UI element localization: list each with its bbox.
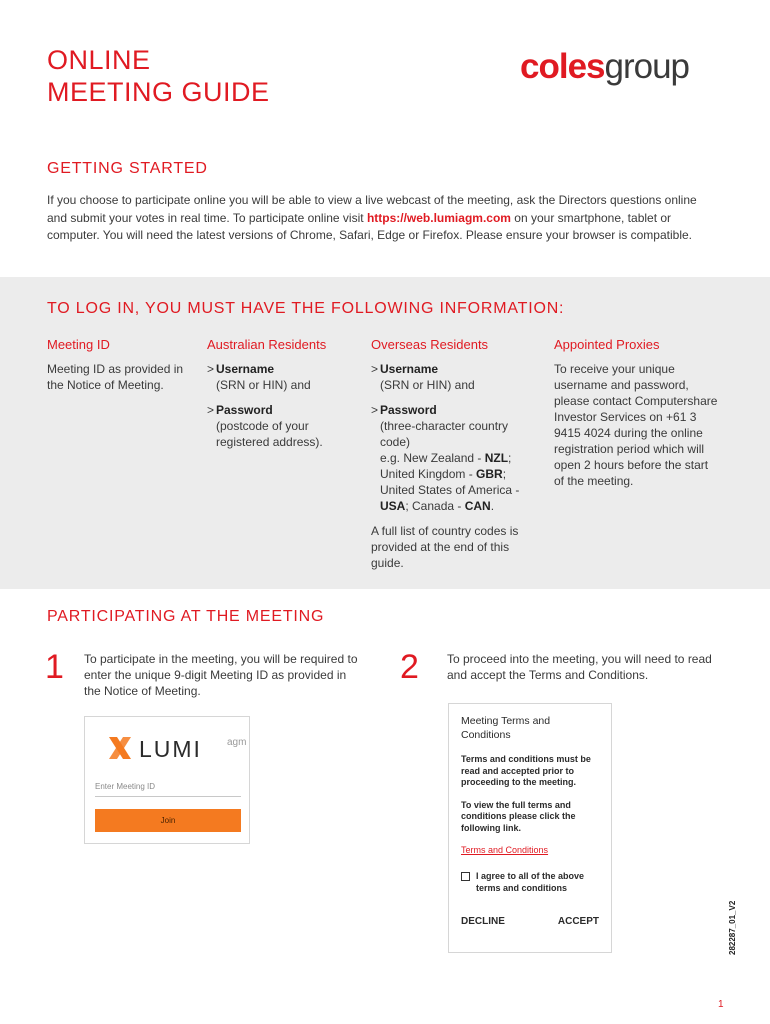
step-1-number: 1 [45,648,64,686]
document-code: 282287_01_V2 [728,900,737,955]
country-example: . [490,499,495,513]
terms-link[interactable]: Terms and Conditions [461,845,549,855]
lumi-logo [107,735,247,762]
getting-started-heading: GETTING STARTED [47,160,208,177]
password-text: (postcode of your registered address). [216,419,323,449]
australian-residents-column [207,337,357,459]
password-label: Password [216,403,273,417]
terms-card [448,703,612,953]
title-line-2: MEETING GUIDE [47,77,270,107]
agree-checkbox-label: I agree to all of the above terms and conditions [476,871,585,893]
meeting-id-input[interactable]: Enter Meeting ID [95,779,241,797]
meeting-id-text: Meeting ID as provided in the Notice of Meeting. [47,362,184,392]
chevron-right-icon: > [371,362,379,376]
country-example: ; Canada - [405,499,465,513]
chevron-right-icon: > [371,403,379,417]
intro-text-1: If you choose to participate online you will be able to view a live webcast of the meeting, ask the Directors questions online and submit your votes in real time. To participate online visit [47,193,697,225]
appointed-proxies-text: To receive your unique username and password, please contact Computershare Investor Services on +61 3 9415 4024 during the online registration period which will open 2 hours before the start of the meeting. [554,362,718,488]
code-can: CAN [464,499,491,513]
overseas-residents-heading: Overseas Residents [371,337,489,352]
code-nzl: NZL [484,451,509,465]
country-example: ; United Kingdom - [380,451,512,481]
logo-bold-text: coles [520,47,605,86]
meeting-id-column [47,337,197,393]
terms-actions [461,916,599,930]
username-text: (SRN or HIN) and [380,378,475,392]
terms-notice: Terms and conditions must be read and accepted prior to proceeding to the meeting. [461,754,591,787]
overseas-residents-column [371,337,531,571]
country-codes-footnote: A full list of country codes is provided at the end of this guide. [371,524,519,570]
code-gbr: GBR [476,467,503,481]
overseas-username-item [371,361,531,393]
lumi-x-icon [107,735,133,761]
australian-residents-heading: Australian Residents [207,337,327,352]
getting-started-text [47,192,712,245]
lumi-wordmark: LUMI [139,736,202,762]
appointed-proxies-column [554,337,719,489]
coles-group-logo [520,47,689,87]
password-text [380,418,531,514]
step-2-number: 2 [400,648,419,686]
username-label: Username [380,362,439,376]
lumi-agm-suffix: agm [227,737,247,748]
username-text: (SRN or HIN) and [216,378,311,392]
appointed-proxies-heading: Appointed Proxies [554,337,660,352]
join-button[interactable]: Join [95,809,241,832]
lumi-url-link[interactable]: https://web.lumiagm.com [366,210,511,225]
terms-instruction: To view the full terms and conditions please click the following link. [461,799,576,833]
step-1-text: To participate in the meeting, you will be required to enter the unique 9-digit Meeting ID as provided in the Notice of Meeting. [84,652,358,698]
terms-card-title: Meeting Terms and Conditions [461,715,551,741]
logo-light-text: group [604,47,690,86]
chevron-right-icon: > [207,362,215,376]
password-desc: (three-character country code) [380,419,509,449]
code-usa: USA [380,499,406,513]
agree-checkbox[interactable] [461,872,470,881]
lumi-login-card [84,716,250,844]
login-info-heading: TO LOG IN, YOU MUST HAVE THE FOLLOWING INFORMATION: [47,300,565,317]
page-title [47,44,270,108]
password-label: Password [380,403,437,417]
overseas-password-item [371,402,531,514]
accept-button[interactable]: ACCEPT [557,916,599,927]
title-line-1: ONLINE [47,45,151,75]
page-number: 1 [718,999,724,1010]
decline-button[interactable]: DECLINE [461,916,505,927]
step-2-text: To proceed into the meeting, you will need to read and accept the Terms and Conditions. [447,652,712,682]
intro-text-2: on your smartphone, tablet or computer. You will need the latest versions of Chrome, Safari, Edge or Firefox. Please ensure your browser is compatible. [47,210,692,242]
username-label: Username [216,362,275,376]
chevron-right-icon: > [207,403,215,417]
country-example: ; United States of America - [380,467,520,497]
agree-checkbox-row[interactable] [461,871,599,894]
australian-username-item [207,361,357,393]
meeting-id-heading: Meeting ID [47,337,110,352]
participating-heading: PARTICIPATING AT THE MEETING [47,608,325,625]
australian-password-item [207,402,357,450]
country-example: e.g. New Zealand - [380,451,485,465]
